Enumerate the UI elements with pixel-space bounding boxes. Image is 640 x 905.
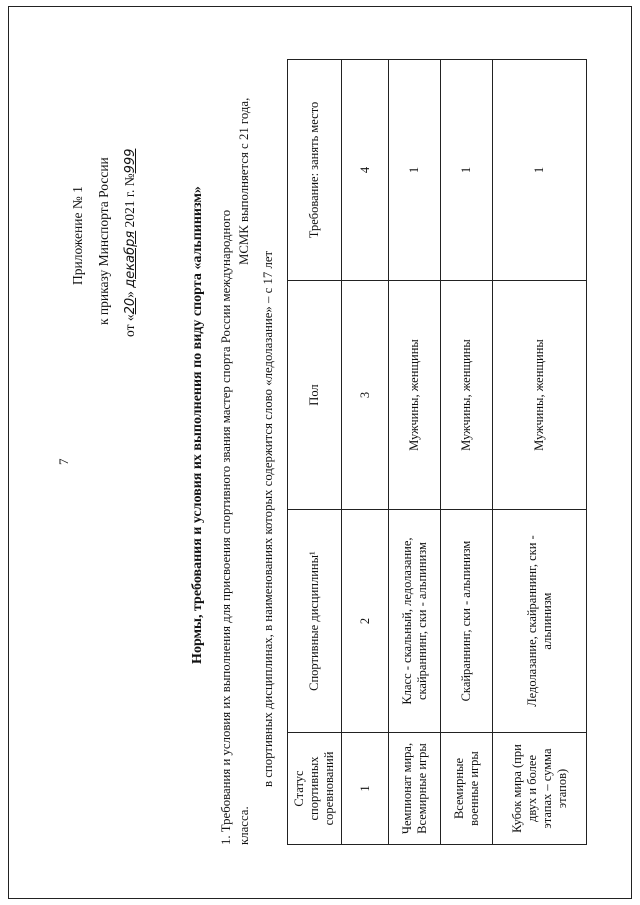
table-header-row: [288, 60, 342, 845]
row-sex: Мужчины, женщины: [389, 280, 441, 509]
table-row: [389, 60, 441, 845]
header-place: Требование: занять место: [288, 60, 342, 281]
page-title: Нормы, требования и условия их выполнения по виду спорта «альпинизм»: [190, 186, 205, 664]
row-disciplines: Класс - скальный, ледолазание, скайраннинг, ски - альпинизм: [389, 510, 441, 733]
col-number: 4: [342, 60, 389, 281]
col-number: 1: [342, 733, 389, 845]
table-number-row: [342, 60, 389, 845]
appendix-number: Приложение № 1: [70, 186, 85, 285]
page-number: 7: [56, 458, 71, 465]
row-place: 1: [493, 60, 587, 281]
row-status: Всемирные военные игры: [441, 733, 493, 845]
appendix-date: от «20» декабря 2021 г. №999: [122, 148, 138, 337]
handwritten-month: декабря: [123, 230, 138, 288]
handwritten-day: 20: [123, 297, 138, 315]
handwritten-order-number: 999: [123, 148, 138, 174]
header-disciplines: Спортивные дисциплины¹: [288, 510, 342, 733]
row-disciplines: Ледолазание, скайраннинг, ски - альпинизм: [493, 510, 587, 733]
header-sex: Пол: [288, 280, 342, 509]
row-sex: Мужчины, женщины: [441, 280, 493, 509]
section-line-4: в спортивных дисциплинах, в наименованиях которых содержится слово «ледолазание» – с 17 лет: [261, 250, 275, 787]
col-number: 2: [342, 510, 389, 733]
section-line-3: МСМК выполняется с 21 года,: [237, 97, 251, 265]
col-number: 3: [342, 280, 389, 509]
row-sex: Мужчины, женщины: [493, 280, 587, 509]
section-line-2: класса.: [237, 806, 251, 845]
table-row: [493, 60, 587, 845]
norms-table: [287, 59, 587, 845]
row-place: 1: [441, 60, 493, 281]
appendix-order: к приказу Минспорта России: [96, 157, 111, 325]
table-row: [441, 60, 493, 845]
row-disciplines: Скайраннинг, ски - альпинизм: [441, 510, 493, 733]
section-line-1: 1. Требования и условия их выполнения для присвоения спортивного звания мастер спорта России международного: [219, 209, 233, 845]
header-status: Статус спортивных соревнований: [288, 733, 342, 845]
row-status: Чемпионат мира, Всемирные игры: [389, 733, 441, 845]
row-place: 1: [389, 60, 441, 281]
row-status: Кубок мира (при двух и более этапах – сумма этапов): [493, 733, 587, 845]
